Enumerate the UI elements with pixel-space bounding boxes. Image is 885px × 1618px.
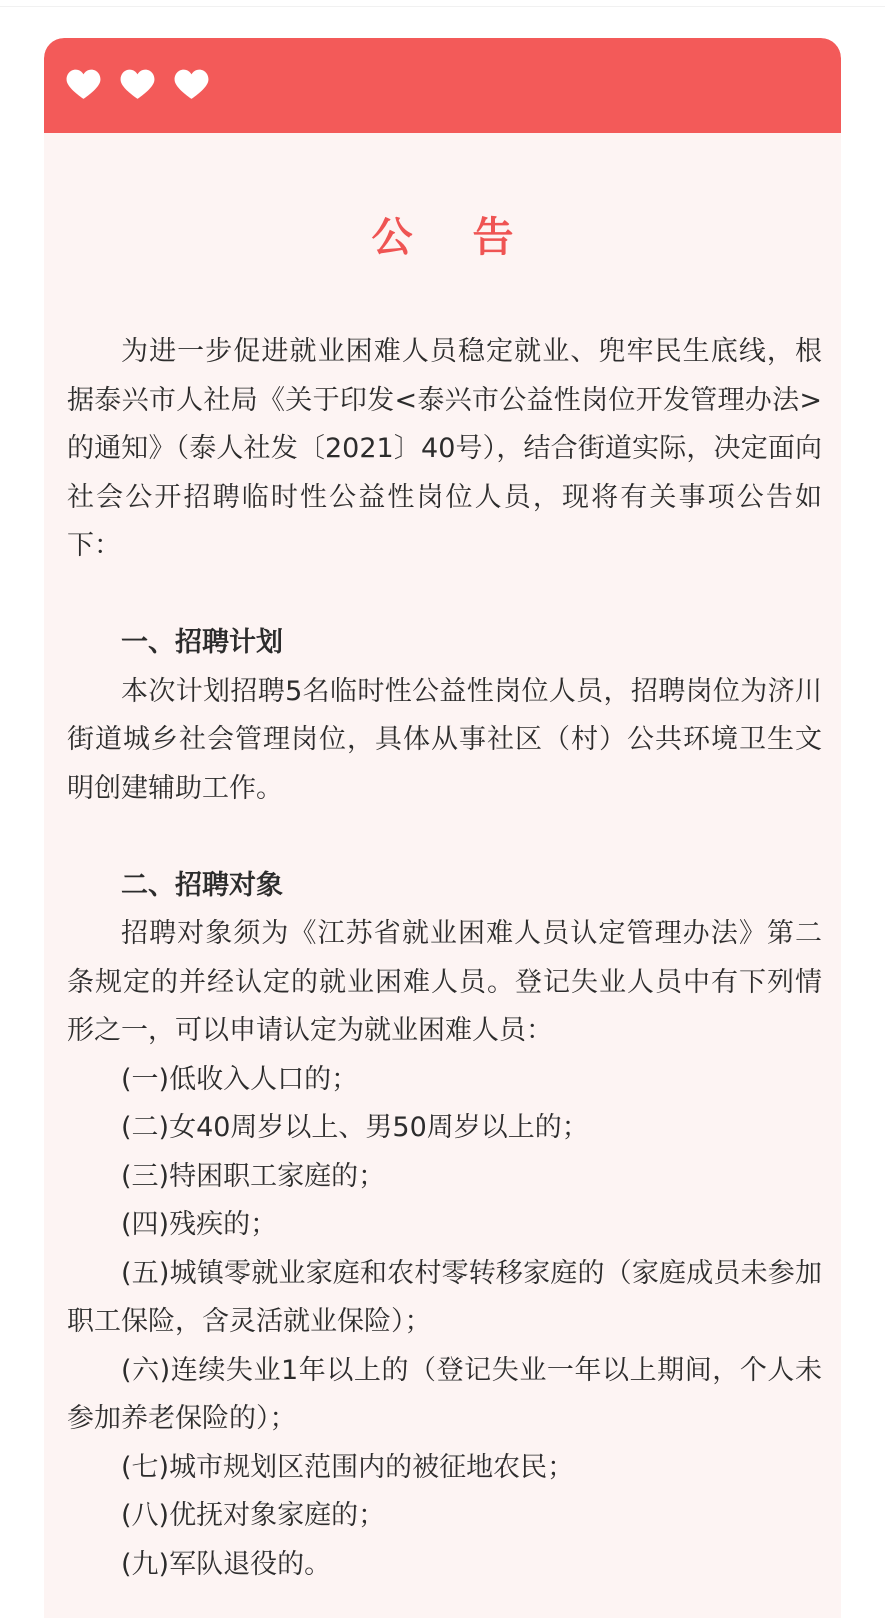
list-item: (二)女40周岁以上、男50周岁以上的； bbox=[121, 1112, 589, 1143]
notice-card bbox=[44, 38, 841, 1618]
section-body-target: 招聘对象须为《江苏省就业困难人员认定管理办法》第二条规定的并经认定的就业困难人员。登记失业人员中有下列情形之一，可以申请认定为就业困难人员： bbox=[67, 918, 822, 1046]
list-item: (七)城市规划区范围内的被征地农民； bbox=[121, 1451, 575, 1483]
heart-icon bbox=[174, 68, 209, 99]
list-item: (六)连续失业1年以上的（登记失业一年以上期间，个人未参加养老保险的）； bbox=[67, 1354, 822, 1434]
card-header bbox=[44, 38, 841, 133]
heart-icon bbox=[66, 68, 101, 99]
hearts bbox=[66, 68, 209, 99]
section-body-plan: 本次计划招聘5名临时性公益性岗位人员，招聘岗位为济川街道城乡社会管理岗位，具体从事社区（村）公共环境卫生文明创建辅助工作。 bbox=[67, 675, 822, 804]
intro-paragraph: 为进一步促进就业困难人员稳定就业、兜牢民生底线，根据泰兴市人社局《关于印发<泰兴市公益性岗位开发管理办法>的通知》（泰人社发〔2021〕40号），结合街道实际，决定面向社会公开招聘临时性公益性岗位人员，现将有关事项公告如下： bbox=[67, 336, 822, 561]
section-heading-plan: 一、招聘计划 bbox=[121, 627, 283, 658]
list-item: (八)优抚对象家庭的； bbox=[121, 1500, 386, 1531]
list-item: (一)低收入人口的； bbox=[121, 1063, 359, 1095]
heart-icon bbox=[120, 68, 155, 99]
list-item: (五)城镇零就业家庭和农村零转移家庭的（家庭成员未参加职工保险，含灵活就业保险）； bbox=[67, 1257, 822, 1337]
list-item: (四)残疾的； bbox=[121, 1209, 278, 1240]
top-divider bbox=[0, 6, 885, 7]
section-heading-target: 二、招聘对象 bbox=[121, 869, 283, 901]
list-item: (九)军队退役的。 bbox=[121, 1548, 332, 1580]
spacer bbox=[67, 571, 822, 620]
notice-content bbox=[67, 328, 822, 1589]
list-item: (三)特困职工家庭的； bbox=[121, 1160, 386, 1192]
spacer bbox=[67, 813, 822, 862]
notice-title: 公告 bbox=[371, 213, 574, 261]
